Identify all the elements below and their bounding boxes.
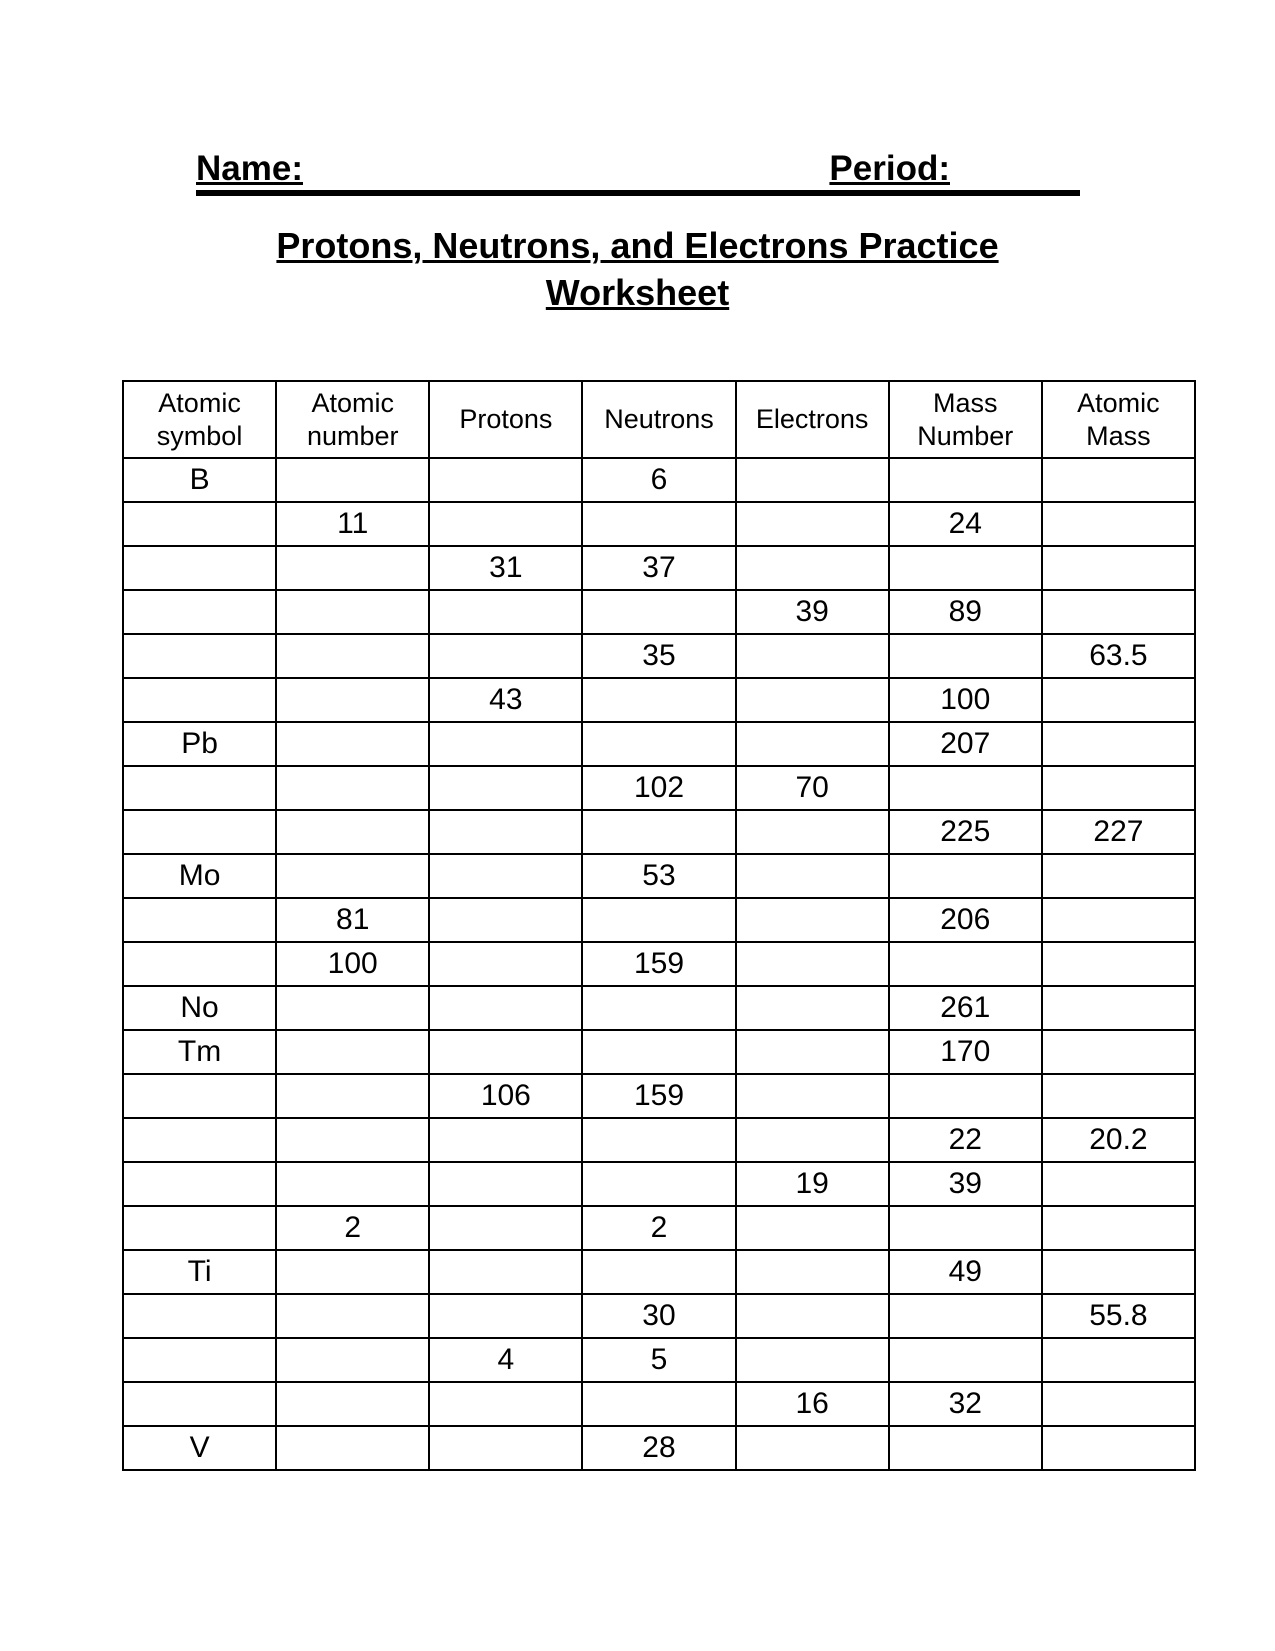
table-cell-blank: [429, 590, 582, 634]
table-cell-blank: [276, 1118, 429, 1162]
table-cell-blank: [736, 1030, 889, 1074]
worksheet-table: [122, 380, 1196, 1471]
table-cell: 81: [276, 898, 429, 942]
table-cell-blank: [276, 678, 429, 722]
table-cell-blank: [889, 1338, 1042, 1382]
table-cell-blank: [276, 590, 429, 634]
table-row: [123, 1338, 1195, 1382]
table-cell-blank: [1042, 678, 1195, 722]
table-cell-blank: [276, 1162, 429, 1206]
table-cell-blank: [582, 1250, 735, 1294]
table-cell-blank: [429, 1294, 582, 1338]
table-cell: 89: [889, 590, 1042, 634]
table-cell-blank: [276, 1074, 429, 1118]
table-cell-blank: [1042, 766, 1195, 810]
table-cell-blank: [123, 1206, 276, 1250]
table-row: [123, 1382, 1195, 1426]
table-cell: 16: [736, 1382, 889, 1426]
table-cell-blank: [123, 634, 276, 678]
table-cell-blank: [736, 898, 889, 942]
table-header: [123, 381, 1195, 458]
table-cell-blank: [889, 1426, 1042, 1470]
table-row: [123, 854, 1195, 898]
table-cell-blank: [123, 1382, 276, 1426]
table-cell-blank: [276, 458, 429, 502]
table-cell-blank: [1042, 722, 1195, 766]
table-cell-blank: [736, 458, 889, 502]
table-cell-blank: [429, 1030, 582, 1074]
table-cell-blank: [429, 986, 582, 1030]
table-cell-blank: [582, 810, 735, 854]
table-cell-blank: [429, 898, 582, 942]
table-cell-blank: [276, 1338, 429, 1382]
table-cell-blank: [736, 1338, 889, 1382]
table-cell-blank: [736, 502, 889, 546]
table-cell-blank: [429, 1162, 582, 1206]
table-cell-blank: [889, 1206, 1042, 1250]
table-cell-blank: [429, 766, 582, 810]
table-cell: 24: [889, 502, 1042, 546]
table-cell: 63.5: [1042, 634, 1195, 678]
table-cell-blank: [276, 1426, 429, 1470]
column-header-atomic-symbol: Atomic symbol: [123, 381, 276, 458]
table-row: [123, 1250, 1195, 1294]
table-cell-blank: [582, 1118, 735, 1162]
table-body: [123, 458, 1195, 1470]
table-cell-blank: [1042, 590, 1195, 634]
table-cell-blank: [1042, 1162, 1195, 1206]
table-cell: 100: [889, 678, 1042, 722]
table-cell: Pb: [123, 722, 276, 766]
table-cell-blank: [889, 854, 1042, 898]
table-cell-blank: [123, 502, 276, 546]
table-cell-blank: [123, 1074, 276, 1118]
table-row: [123, 766, 1195, 810]
table-cell-blank: [123, 1162, 276, 1206]
table-cell-blank: [429, 1206, 582, 1250]
title-line-2: Worksheet: [545, 272, 730, 313]
table-cell-blank: [889, 458, 1042, 502]
table-cell-blank: [736, 1118, 889, 1162]
table-cell: 20.2: [1042, 1118, 1195, 1162]
table-cell-blank: [429, 722, 582, 766]
table-cell-blank: [123, 766, 276, 810]
table-cell: 22: [889, 1118, 1042, 1162]
table-cell: No: [123, 986, 276, 1030]
table-cell: 5: [582, 1338, 735, 1382]
table-cell: Tm: [123, 1030, 276, 1074]
table-cell-blank: [429, 634, 582, 678]
table-cell: B: [123, 458, 276, 502]
table-cell-blank: [1042, 1426, 1195, 1470]
table-cell-blank: [123, 678, 276, 722]
table-cell-blank: [736, 1426, 889, 1470]
table-cell-blank: [582, 1162, 735, 1206]
table-cell-blank: [123, 590, 276, 634]
table-cell-blank: [429, 458, 582, 502]
table-cell-blank: [123, 1338, 276, 1382]
table-cell: 207: [889, 722, 1042, 766]
table-row: [123, 986, 1195, 1030]
table-cell-blank: [276, 634, 429, 678]
table-cell: 37: [582, 546, 735, 590]
table-cell-blank: [429, 810, 582, 854]
column-header-mass-number: Mass Number: [889, 381, 1042, 458]
name-label: Name:: [196, 149, 303, 188]
table-cell: 39: [889, 1162, 1042, 1206]
table-cell: 35: [582, 634, 735, 678]
table-row: [123, 942, 1195, 986]
table-cell: 2: [582, 1206, 735, 1250]
table-cell-blank: [429, 502, 582, 546]
table-cell: 170: [889, 1030, 1042, 1074]
table-row: [123, 502, 1195, 546]
table-cell: Mo: [123, 854, 276, 898]
table-cell-blank: [1042, 1030, 1195, 1074]
table-cell-blank: [123, 546, 276, 590]
table-cell-blank: [736, 634, 889, 678]
table-cell-blank: [1042, 898, 1195, 942]
period-label: Period:: [829, 149, 950, 188]
table-cell: 19: [736, 1162, 889, 1206]
table-cell: 53: [582, 854, 735, 898]
table-row: [123, 1426, 1195, 1470]
table-row: [123, 1074, 1195, 1118]
table-cell: 206: [889, 898, 1042, 942]
table-cell-blank: [889, 546, 1042, 590]
table-cell-blank: [889, 766, 1042, 810]
table-cell: 4: [429, 1338, 582, 1382]
table-cell-blank: [1042, 1250, 1195, 1294]
table-cell-blank: [1042, 546, 1195, 590]
table-row: [123, 1206, 1195, 1250]
table-cell: Ti: [123, 1250, 276, 1294]
table-cell: 32: [889, 1382, 1042, 1426]
table-cell-blank: [276, 1030, 429, 1074]
table-cell-blank: [889, 1074, 1042, 1118]
table-cell: 159: [582, 1074, 735, 1118]
table-cell-blank: [276, 986, 429, 1030]
column-header-protons: Protons: [429, 381, 582, 458]
table-cell: 102: [582, 766, 735, 810]
table-cell-blank: [1042, 502, 1195, 546]
table-cell-blank: [1042, 1382, 1195, 1426]
table-cell-blank: [736, 1250, 889, 1294]
table-cell: 225: [889, 810, 1042, 854]
table-cell-blank: [276, 722, 429, 766]
table-cell: 261: [889, 986, 1042, 1030]
table-cell: 11: [276, 502, 429, 546]
table-cell-blank: [736, 986, 889, 1030]
table-cell: 39: [736, 590, 889, 634]
table-cell-blank: [582, 898, 735, 942]
table-cell-blank: [276, 1250, 429, 1294]
table-row: [123, 722, 1195, 766]
table-cell-blank: [429, 1118, 582, 1162]
table-header-row: [123, 381, 1195, 458]
table-cell-blank: [276, 810, 429, 854]
table-cell-blank: [1042, 1206, 1195, 1250]
table-cell-blank: [429, 1382, 582, 1426]
table-row: [123, 678, 1195, 722]
table-cell-blank: [429, 1426, 582, 1470]
table-cell-blank: [736, 854, 889, 898]
table-cell-blank: [429, 1250, 582, 1294]
column-header-neutrons: Neutrons: [582, 381, 735, 458]
title-line-1: Protons, Neutrons, and Electrons Practice: [276, 225, 999, 266]
table-cell-blank: [582, 678, 735, 722]
table-cell: V: [123, 1426, 276, 1470]
table-cell-blank: [123, 942, 276, 986]
table-cell: 70: [736, 766, 889, 810]
table-cell-blank: [582, 1382, 735, 1426]
table-cell: 28: [582, 1426, 735, 1470]
table-cell-blank: [736, 1294, 889, 1338]
table-cell-blank: [123, 1294, 276, 1338]
table-cell-blank: [1042, 854, 1195, 898]
table-cell-blank: [736, 810, 889, 854]
table-cell-blank: [736, 722, 889, 766]
table-cell-blank: [582, 502, 735, 546]
table-cell-blank: [582, 1030, 735, 1074]
table-cell-blank: [276, 1294, 429, 1338]
table-cell-blank: [429, 942, 582, 986]
table-cell-blank: [1042, 986, 1195, 1030]
table-cell-blank: [736, 678, 889, 722]
table-cell-blank: [276, 1382, 429, 1426]
table-row: [123, 1030, 1195, 1074]
table-cell-blank: [736, 1206, 889, 1250]
table-cell-blank: [582, 986, 735, 1030]
column-header-atomic-mass: Atomic Mass: [1042, 381, 1195, 458]
name-period-line: [196, 148, 1080, 196]
column-header-electrons: Electrons: [736, 381, 889, 458]
table-cell: 43: [429, 678, 582, 722]
table-cell: 2: [276, 1206, 429, 1250]
table-cell: 30: [582, 1294, 735, 1338]
table-cell-blank: [736, 546, 889, 590]
table-cell-blank: [1042, 458, 1195, 502]
table-row: [123, 810, 1195, 854]
table-row: [123, 634, 1195, 678]
table-row: [123, 546, 1195, 590]
table-cell-blank: [1042, 1074, 1195, 1118]
table-cell-blank: [123, 810, 276, 854]
table-cell: 159: [582, 942, 735, 986]
table-cell-blank: [429, 854, 582, 898]
table-cell: 227: [1042, 810, 1195, 854]
table-cell: 106: [429, 1074, 582, 1118]
table-cell: 31: [429, 546, 582, 590]
table-row: [123, 1294, 1195, 1338]
table-cell-blank: [582, 590, 735, 634]
table-cell-blank: [889, 942, 1042, 986]
table-cell: 6: [582, 458, 735, 502]
table-cell: 55.8: [1042, 1294, 1195, 1338]
table-cell-blank: [276, 854, 429, 898]
table-cell-blank: [582, 722, 735, 766]
table-cell-blank: [276, 766, 429, 810]
table-cell-blank: [736, 942, 889, 986]
table-row: [123, 898, 1195, 942]
table-cell-blank: [736, 1074, 889, 1118]
column-header-atomic-number: Atomic number: [276, 381, 429, 458]
worksheet-title: [0, 222, 1275, 316]
table-cell-blank: [889, 1294, 1042, 1338]
table-cell-blank: [123, 898, 276, 942]
table-cell: 100: [276, 942, 429, 986]
table-cell-blank: [276, 546, 429, 590]
table-row: [123, 458, 1195, 502]
table-cell-blank: [1042, 942, 1195, 986]
table-cell: 49: [889, 1250, 1042, 1294]
table-row: [123, 1162, 1195, 1206]
table-cell-blank: [123, 1118, 276, 1162]
table-cell-blank: [889, 634, 1042, 678]
table-row: [123, 590, 1195, 634]
table-cell-blank: [1042, 1338, 1195, 1382]
table-row: [123, 1118, 1195, 1162]
